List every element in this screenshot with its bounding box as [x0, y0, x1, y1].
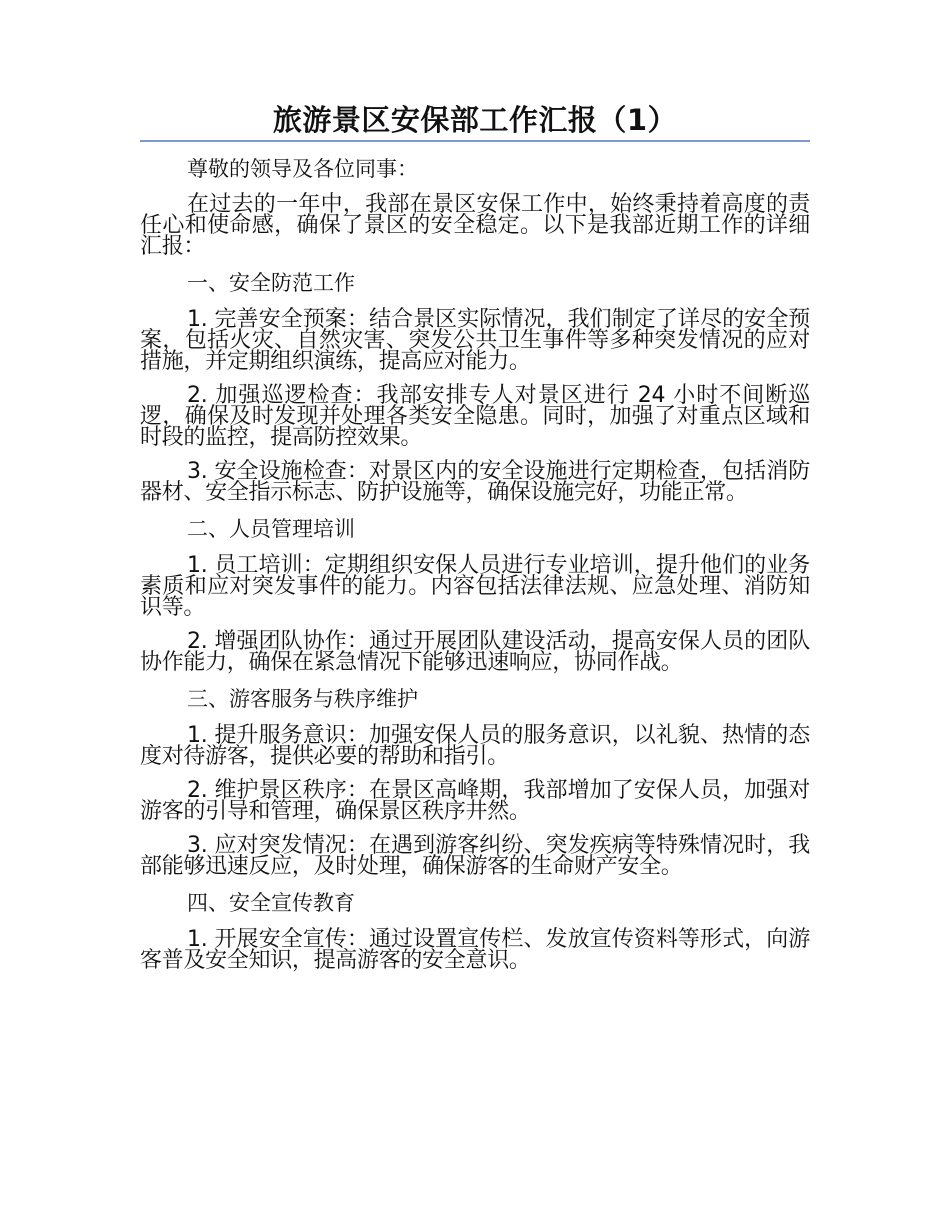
section-2-item-2: 2. 增强团队协作：通过开展团队建设活动，提高安保人员的团队协作能力，确保在紧急情况下能够迅速响应，协同作战。	[140, 629, 810, 675]
section-1-item-2: 2. 加强巡逻检查：我部安排专人对景区进行 24 小时不间断巡逻，确保及时发现并处理各类安全隐患。同时，加强了对重点区域和时段的监控，提高防控效果。	[140, 383, 810, 450]
document-title: 旅游景区安保部工作汇报（1）	[272, 103, 678, 137]
section-3-item-3: 3. 应对突发情况：在遇到游客纠纷、突发疾病等特殊情况时，我部能够迅速反应，及时处理，确保游客的生命财产安全。	[140, 833, 810, 879]
section-2-item-1: 1. 员工培训：定期组织安保人员进行专业培训，提升他们的业务素质和应对突发事件的能力。内容包括法律法规、应急处理、消防知识等。	[140, 553, 810, 620]
section-heading-1: 一、安全防范工作	[187, 271, 355, 295]
document-page	[140, 100, 810, 984]
section-1-item-3: 3. 安全设施检查：对景区内的安全设施进行定期检查，包括消防器材、安全指示标志、防护设施等，确保设施完好，功能正常。	[140, 459, 810, 505]
section-heading-4: 四、安全宣传教育	[187, 891, 355, 915]
section-4-item-1: 1. 开展安全宣传：通过设置宣传栏、发放宣传资料等形式，向游客普及安全知识，提高游客的安全意识。	[140, 927, 810, 973]
section-heading-2: 二、人员管理培训	[187, 517, 355, 541]
section-3-item-1: 1. 提升服务意识：加强安保人员的服务意识，以礼貌、热情的态度对待游客，提供必要的帮助和指引。	[140, 723, 810, 769]
section-3-item-2: 2. 维护景区秩序：在景区高峰期，我部增加了安保人员，加强对游客的引导和管理，确保景区秩序井然。	[140, 778, 810, 824]
section-heading-3: 三、游客服务与秩序维护	[187, 687, 418, 711]
salutation: 尊敬的领导及各位同事：	[187, 157, 418, 181]
intro-paragraph: 在过去的一年中，我部在景区安保工作中，始终秉持着高度的责任心和使命感，确保了景区的安全稳定。以下是我部近期工作的详细汇报：	[140, 192, 810, 259]
section-1-item-1: 1. 完善安全预案：结合景区实际情况，我们制定了详尽的安全预案，包括火灾、自然灾害、突发公共卫生事件等多种突发情况的应对措施，并定期组织演练，提高应对能力。	[140, 307, 810, 374]
title-underline	[140, 140, 810, 142]
